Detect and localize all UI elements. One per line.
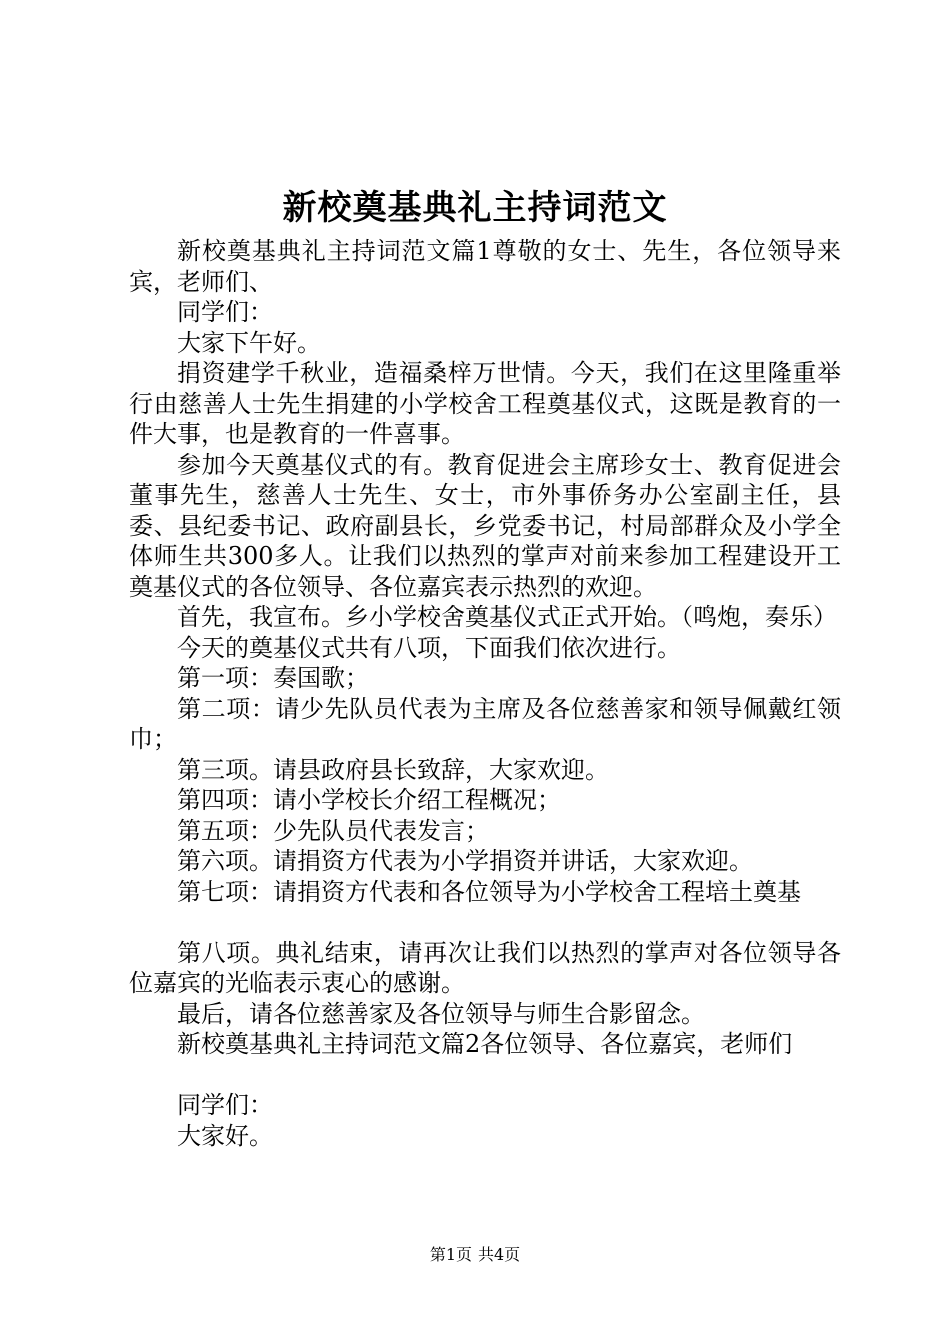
paragraph: 同学们： — [177, 1091, 273, 1119]
paragraph: 第八项。典礼结束，请再次让我们以热烈的掌声对各位领导各位嘉宾的光临表示衷心的感谢。 — [129, 938, 841, 997]
paragraph: 同学们： — [177, 298, 273, 326]
paragraph: 新校奠基典礼主持词范文篇1尊敬的女士、先生，各位领导来宾，老师们、 — [129, 237, 841, 296]
blank-line — [129, 907, 841, 938]
paragraph: 第五项：少先队员代表发言； — [177, 816, 489, 845]
paragraph: 第三项。请县政府县长致辞，大家欢迎。 — [177, 755, 609, 784]
paragraph: 大家好。 — [177, 1121, 273, 1150]
paragraph: 第六项。请捐资方代表为小学捐资并讲话，大家欢迎。 — [177, 847, 753, 875]
page-footer — [0, 1243, 950, 1267]
paragraph: 第四项：请小学校长介绍工程概况； — [177, 786, 561, 814]
paragraph: 今天的奠基仪式共有八项，下面我们依次进行。 — [177, 633, 681, 662]
paragraph: 首先，我宣布。乡小学校舍奠基仪式正式开始。（鸣炮，奏乐） — [177, 603, 837, 631]
paragraph: 参加今天奠基仪式的有。教育促进会主席珍女士、教育促进会董事先生，慈善人士先生、女士，市外事侨务办公室副主任，县委、县纪委书记、政府副县长，乡党委书记，村局部群众及小学全体师生共300多人。让我们以热烈的掌声对前来参加工程建设开工奠基仪式的各位领导、各位嘉宾表示热烈的欢迎。 — [129, 450, 841, 601]
paragraph: 第一项：奏国歌； — [177, 664, 369, 692]
document-title: 新校奠基典礼主持词范文 — [282, 188, 668, 228]
paragraph: 新校奠基典礼主持词范文篇2各位领导、各位嘉宾，老师们 — [177, 1030, 793, 1058]
document-body — [129, 236, 841, 1151]
paragraph: 最后，请各位慈善家及各位领导与师生合影留念。 — [177, 999, 705, 1028]
paragraph: 第二项：请少先队员代表为主席及各位慈善家和领导佩戴红领巾； — [129, 694, 841, 753]
page-total: 共4页 — [478, 1245, 521, 1264]
page-number: 第1页 — [429, 1245, 472, 1264]
paragraph: 第七项：请捐资方代表和各位领导为小学校舍工程培土奠基 — [177, 877, 801, 906]
blank-line — [129, 1060, 841, 1091]
paragraph: 捐资建学千秋业，造福桑梓万世情。今天，我们在这里隆重举行由慈善人士先生捐建的小学校舍工程奠基仪式，这既是教育的一件大事，也是教育的一件喜事。 — [129, 359, 841, 448]
paragraph: 大家下午好。 — [177, 328, 321, 357]
